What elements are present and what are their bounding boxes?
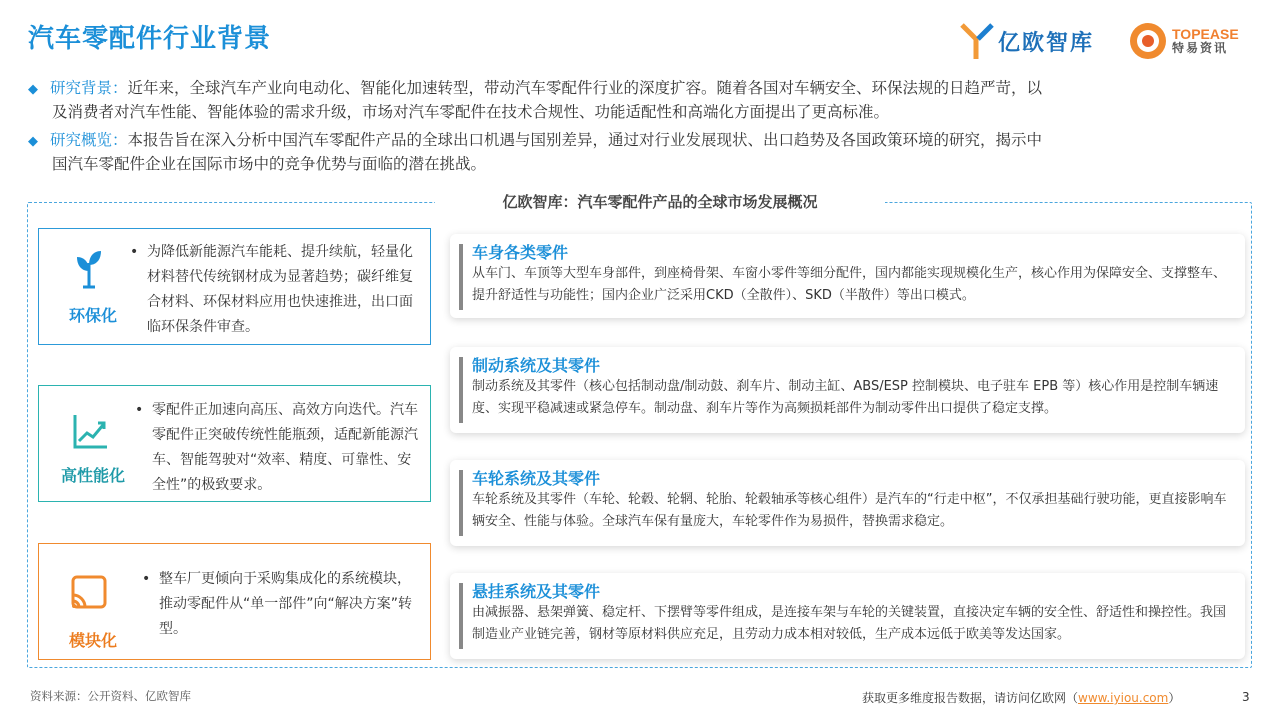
product-card-body-parts	[450, 234, 1245, 318]
card-accent-bar	[459, 357, 463, 423]
card-title: 车轮系统及其零件	[472, 469, 601, 488]
diamond-icon: ◆	[28, 134, 38, 149]
trend-box-eco: 环保化 • 为降低新能源汽车能耗、提升续航，轻量化材料替代传统钢材成为显著趋势；碳纤维复合材料、环保材料应用也快速推进，出口面临环保条件审查。	[38, 228, 431, 345]
line-chart-icon	[59, 411, 119, 451]
sprout-icon	[59, 249, 119, 289]
trend-description: 整车厂更倾向于采购集成化的系统模块，推动零配件从“单一部件”向“解决方案”转型。	[159, 571, 413, 637]
topease-logo-icon	[1128, 21, 1168, 61]
bullet-text: 近年来，全球汽车产业向电动化、智能化加速转型，带动汽车零配件行业的深度扩容。随着各国对车辆安全、环保法规的日趋严苛，以	[127, 79, 1043, 97]
topease-sub: 特易资讯	[1172, 41, 1229, 56]
card-description: 制动系统及其零件（核心包括制动盘/制动鼓、刹车片、制动主缸、ABS/ESP 控制模块、电子驻车 EPB 等）核心作用是控制车辆速度、实现平稳减速或紧急停车。制动盘、刹车片等作为高频损耗部件为制动零件出口提供了稳定支撑。	[472, 379, 1219, 416]
cast-screen-icon	[59, 573, 119, 613]
diamond-icon: ◆	[28, 82, 38, 97]
research-overview	[28, 129, 1258, 176]
bullet-label: 研究概览：	[50, 131, 128, 149]
bullet-text-cont: 国汽车零配件企业在国际市场中的竞争优势与面临的潜在挑战。	[52, 155, 487, 173]
footer-text: 获取更多维度报告数据，请访问亿欧网（	[862, 691, 1079, 705]
trend-box-modular: 模块化 • 整车厂更倾向于采购集成化的系统模块，推动零配件从“单一部件”向“解决方案”转型。	[38, 543, 431, 660]
footer-note	[862, 689, 1180, 706]
research-background	[28, 77, 1258, 124]
card-title: 车身各类零件	[472, 243, 569, 262]
card-title: 悬挂系统及其零件	[472, 582, 601, 601]
card-description: 由减振器、悬架弹簧、稳定杆、下摆臂等零件组成，是连接车架与车轮的关键装置，直接决定车辆的安全性、舒适性和操控性。我国制造业产业链完善，钢材等原材料供应充足，且劳动力成本相对较低，生产成本远低于欧美等发达国家。	[472, 605, 1227, 642]
page-number: 3	[1242, 690, 1250, 704]
footer-link[interactable]: www.iyiou.com	[1078, 691, 1169, 705]
product-card-wheel-system	[450, 460, 1245, 546]
bullet-text: 本报告旨在深入分析中国汽车零配件产品的全球出口机遇与国别差异，通过对行业发展现状、出口趋势及各国政策环境的研究，揭示中	[127, 131, 1043, 149]
product-card-suspension-system	[450, 573, 1245, 659]
bullet-label: 研究背景：	[50, 79, 128, 97]
card-accent-bar	[459, 244, 463, 310]
trend-category: 环保化	[68, 306, 117, 325]
page-title: 汽车零配件行业背景	[28, 24, 272, 54]
yiou-logo-text: 亿欧智库	[998, 30, 1095, 56]
card-accent-bar	[459, 583, 463, 649]
footer-end: ）	[1168, 691, 1181, 705]
trend-box-performance: 高性能化 • 零配件正加速向高压、高效方向迭代。汽车零配件正突破传统性能瓶颈，适配新能源汽车、智能驾驶对“效率、精度、可靠性、安全性”的极致要求。	[38, 385, 431, 502]
topease-logo	[1128, 20, 1239, 62]
product-card-brake-system	[450, 347, 1245, 433]
trend-category: 高性能化	[60, 466, 125, 485]
card-description: 车轮系统及其零件（车轮、轮毂、轮辋、轮胎、轮毂轴承等核心组件）是汽车的“行走中枢”，不仅承担基础行驶功能，更直接影响车辆安全、性能与体验。全球汽车保有量庞大，车轮零件作为易损件，替换需求稳定。	[472, 492, 1227, 529]
yiou-logo-icon	[960, 21, 994, 61]
trend-description: 为降低新能源汽车能耗、提升续航，轻量化材料替代传统钢材成为显著趋势；碳纤维复合材料、环保材料应用也快速推进，出口面临环保条件审查。	[147, 244, 413, 335]
card-accent-bar	[459, 470, 463, 536]
card-title: 制动系统及其零件	[472, 356, 601, 375]
yiou-logo	[960, 20, 1094, 62]
topease-brand: TOPEASE	[1172, 25, 1239, 42]
trend-category: 模块化	[68, 631, 117, 650]
bullet-text-cont: 及消费者对汽车性能、智能体验的需求升级，市场对汽车零配件在技术合规性、功能适配性和高端化方面提出了更高标准。	[52, 103, 890, 121]
trend-description: 零配件正加速向高压、高效方向迭代。汽车零配件正突破传统性能瓶颈，适配新能源汽车、智能驾驶对“效率、精度、可靠性、安全性”的极致要求。	[152, 402, 418, 493]
frame-title: 亿欧智库：汽车零配件产品的全球市场发展概况	[435, 190, 885, 214]
card-description: 从车门、车顶等大型车身部件，到座椅骨架、车窗小零件等细分配件，国内都能实现规模化生产，核心作用为保障安全、支撑整车、提升舒适性与功能性；国内企业广泛采用CKD（全散件）、SKD（半散件）等出口模式。	[472, 266, 1227, 303]
source-note: 资料来源：公开资料、亿欧智库	[30, 689, 191, 703]
